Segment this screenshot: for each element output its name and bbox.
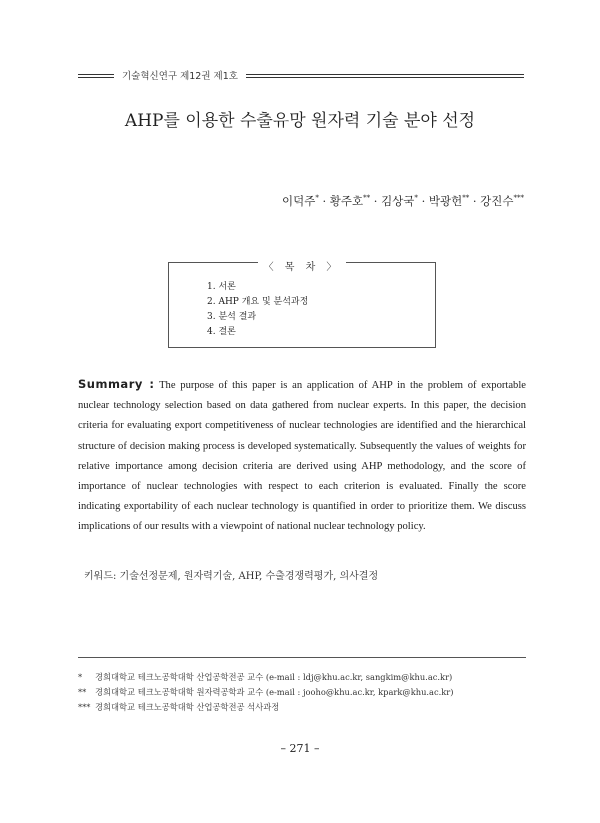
footnotes	[78, 670, 528, 715]
paper-title: AHP를 이용한 수출유망 원자력 기술 분야 선정	[124, 111, 476, 131]
running-header	[78, 70, 524, 84]
table-of-contents	[168, 262, 436, 348]
footnote-mark: **	[78, 687, 87, 697]
author-name: 박광헌	[428, 194, 463, 208]
toc-item: 3. 분석 결과	[207, 312, 257, 322]
footnote	[78, 670, 528, 685]
header-rule-right	[246, 74, 524, 78]
footnote-mark: *	[78, 672, 83, 682]
toc-item: 4. 결론	[207, 327, 236, 337]
footnote-divider	[78, 657, 526, 658]
footnote	[78, 685, 528, 700]
footnote	[78, 700, 528, 715]
footnote-text: 경희대학교 테크노공학대학 산업공학전공 교수 (e-mail : ldj@khu.ac.kr, sangkim@khu.ac.kr)	[95, 672, 453, 682]
footnote-text: 경희대학교 테크노공학대학 산업공학전공 석사과정	[95, 702, 280, 712]
author-mark: *	[315, 194, 319, 203]
author-mark: **	[363, 194, 371, 203]
author-name: 김상국	[381, 194, 415, 208]
author-mark: ***	[513, 194, 524, 203]
toc-item: 1. 서론	[207, 282, 236, 292]
footnote-mark: ***	[78, 702, 91, 712]
footnote-text: 경희대학교 테크노공학대학 원자력공학과 교수 (e-mail : jooho@khu.ac.kr, kpark@khu.ac.kr)	[95, 687, 454, 697]
summary-paragraph	[78, 374, 526, 538]
summary-label: Summary :	[78, 377, 155, 391]
toc-item: 2. AHP 개요 및 분석과정	[207, 297, 309, 307]
toc-list	[207, 280, 308, 340]
author-separator: ·	[373, 194, 378, 208]
toc-title: 〈 목 차 〉	[258, 262, 347, 273]
author-list	[282, 193, 524, 209]
page-number: – 271 –	[280, 742, 320, 755]
author-mark: *	[414, 194, 418, 203]
author-mark: **	[462, 194, 470, 203]
journal-name: 기술혁신연구 제12권 제1호	[122, 71, 238, 82]
author-separator: ·	[322, 194, 327, 208]
keywords: 키워드: 기술선정문제, 원자력기술, AHP, 수출경쟁력평가, 의사결정	[84, 571, 379, 582]
author-name: 황주호	[329, 194, 364, 208]
author-separator: ·	[472, 194, 477, 208]
summary-text: The purpose of this paper is an application of AHP in the problem of exportable nuclear technology selection based on data gathered from nuclear experts. In this paper, the decision criteria for evaluating export competitiveness of nuclear technologies are identified and the hierarchical structure of decision making process is developed systematically. Subsequently the values of weights for relative importance among decision criteria are derived using AHP methodology, and the score of importance of nuclear technologies with respect to each criterion is evaluated. Finally the score indicating exportability of each nuclear technology is quantified in order to prioritize them. We discuss implications of our results with a viewpoint of national nuclear technology policy.	[78, 380, 526, 533]
author-name: 강진수	[480, 194, 514, 208]
author-separator: ·	[421, 194, 426, 208]
author-name: 이덕주	[281, 194, 316, 208]
header-rule-left	[78, 74, 114, 78]
